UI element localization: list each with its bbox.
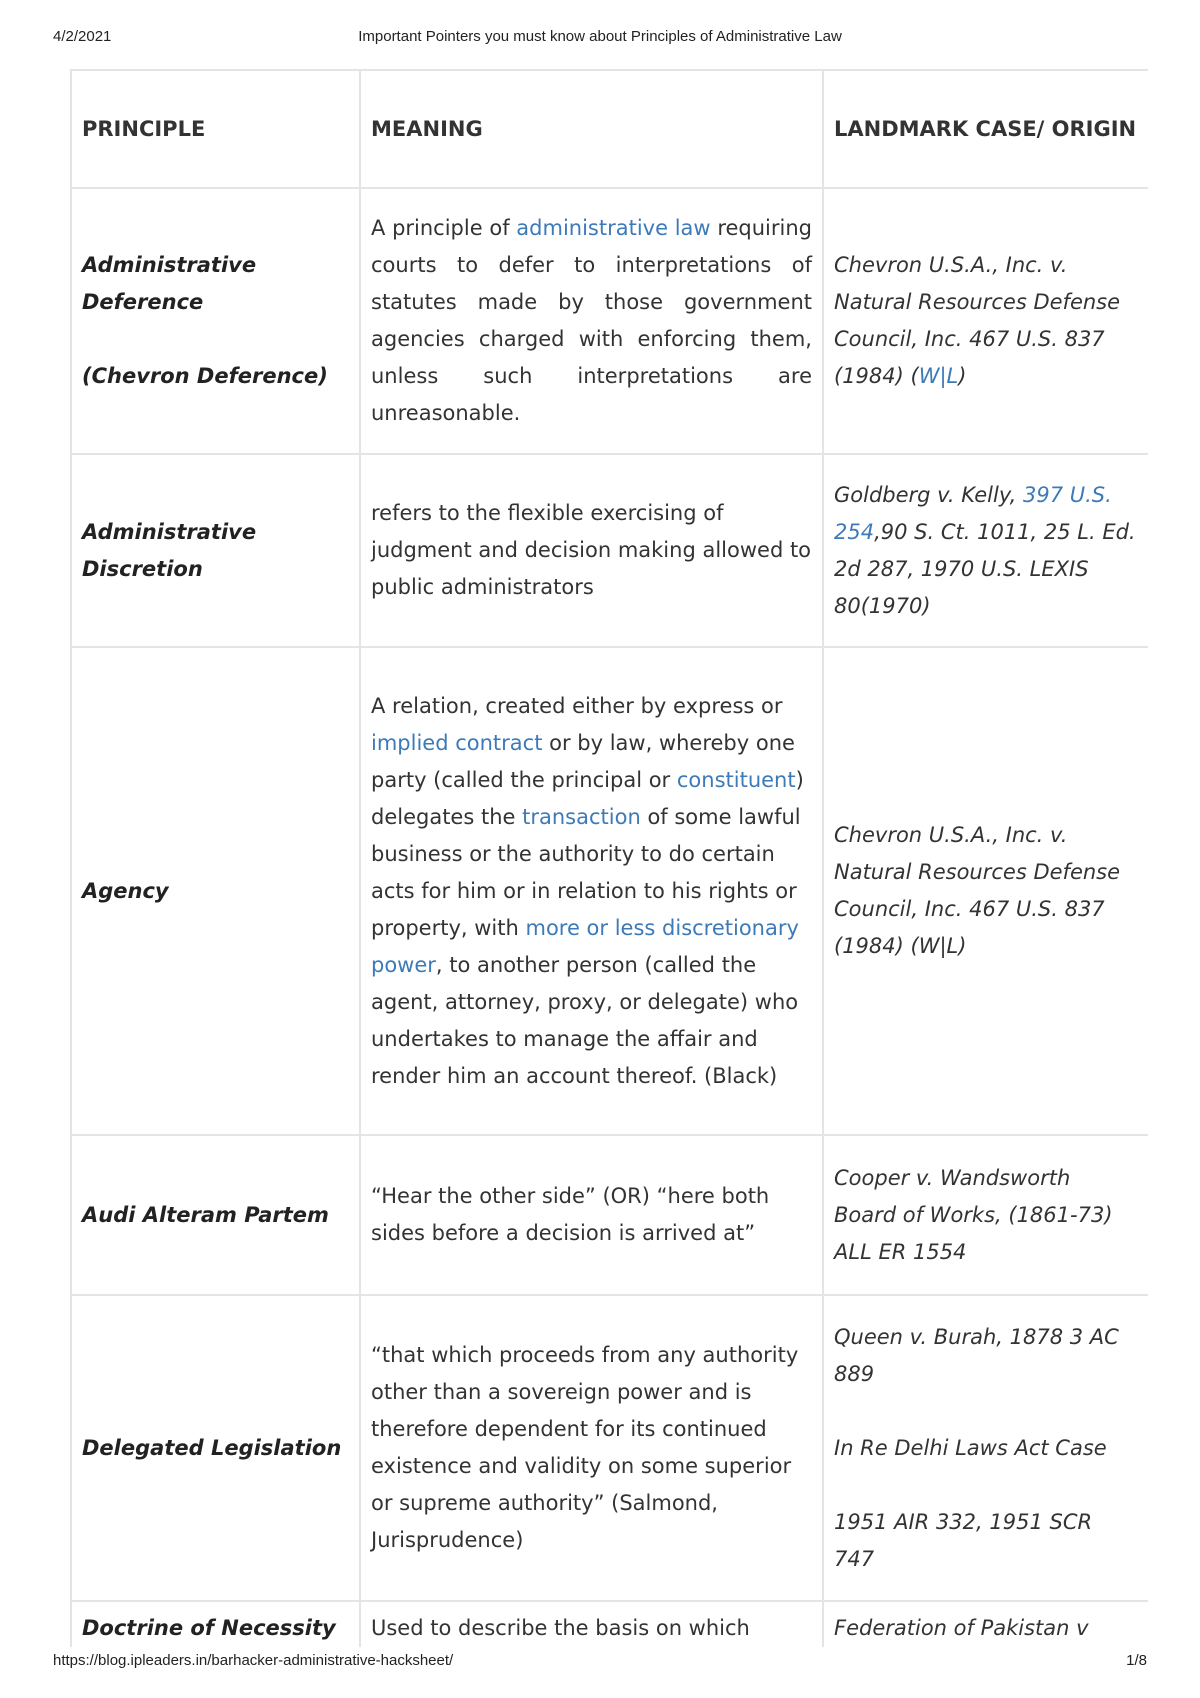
meaning-cell: “Hear the other side” (OR) “here both sides before a decision is arrived at”: [360, 1135, 823, 1295]
principle-name: Administrative Deference: [82, 253, 257, 314]
case-cell: Chevron U.S.A., Inc. v. Natural Resources Defense Council, Inc. 467 U.S. 837 (1984) (W|L): [823, 647, 1148, 1135]
meaning-cell: refers to the flexible exercising of judgment and decision making allowed to public administrators: [360, 454, 823, 647]
implied-contract-link[interactable]: implied contract: [371, 730, 543, 755]
meaning-cell: “that which proceeds from any authority other than a sovereign power and is therefore dependent for its continued existence and validity on some superior or supreme authority” (Salmond, Jurisprudence): [360, 1295, 823, 1601]
case-citation-link[interactable]: 397 U.S. 254: [834, 482, 1112, 544]
page-title: Important Pointers you must know about Principles of Administrative Law: [358, 28, 842, 45]
case-cell: Cooper v. Wandsworth Board of Works, (1861-73) ALL ER 1554: [823, 1135, 1148, 1295]
case-text: ,90 S. Ct. 1011, 25 L. Ed. 2d 287, 1970 U.S. LEXIS 80(1970): [834, 519, 1136, 618]
page-url: https://blog.ipleaders.in/barhacker-administrative-hacksheet/: [53, 1652, 454, 1669]
header-landmark-case: LANDMARK CASE/ ORIGIN: [823, 70, 1148, 188]
meaning-cell: Used to describe the basis on which: [360, 1601, 823, 1647]
case-text: In Re Delhi Laws Act Case: [834, 1435, 1107, 1460]
principle-cell: Delegated Legislation: [71, 1295, 360, 1601]
case-text: Queen v. Burah, 1878 3 AC 889: [834, 1324, 1119, 1386]
print-header: [0, 28, 1200, 48]
case-text: Chevron U.S.A., Inc. v. Natural Resources Defense Council, Inc. 467 U.S. 837 (1984) (: [834, 253, 1121, 388]
case-text: 1951 AIR 332, 1951 SCR 747: [834, 1509, 1093, 1571]
case-link-separator: |: [939, 364, 947, 388]
case-cell: Federation of Pakistan v: [823, 1601, 1148, 1647]
principle-cell: Audi Alteram Partem: [71, 1135, 360, 1295]
principle-cell: Agency: [71, 647, 360, 1135]
case-cell: [823, 454, 1148, 647]
table-row: [71, 1601, 1148, 1647]
table-row: [71, 454, 1148, 647]
meaning-text: A relation, created either by express or: [371, 693, 783, 718]
principles-table-container: [70, 69, 1148, 1647]
meaning-cell: [360, 188, 823, 454]
meaning-text: ) delegates the: [371, 767, 804, 829]
principles-table: [70, 69, 1148, 1647]
header-principle: PRINCIPLE: [71, 70, 360, 188]
case-text-close: ): [958, 364, 967, 388]
meaning-cell: [360, 647, 823, 1135]
page-number: 1/8: [1126, 1652, 1147, 1669]
print-footer: [0, 1652, 1200, 1672]
discretionary-power-link[interactable]: more or less discretionary power: [371, 915, 799, 977]
constituent-link[interactable]: constituent: [676, 767, 796, 792]
table-row: [71, 1295, 1148, 1601]
case-cell: [823, 188, 1148, 454]
case-link-w[interactable]: W: [918, 364, 940, 388]
administrative-law-link[interactable]: administrative law: [516, 216, 711, 240]
meaning-text: , to another person (called the agent, attorney, proxy, or delegate) who undertakes to manage the affair and render him an account thereof. (Black): [371, 952, 799, 1088]
case-text: Goldberg v. Kelly,: [834, 482, 1023, 507]
principle-cell: Doctrine of Necessity: [71, 1601, 360, 1647]
table-row: [71, 647, 1148, 1135]
case-link-l[interactable]: L: [946, 364, 959, 388]
principle-cell: Administrative Discretion: [71, 454, 360, 647]
principle-cell: [71, 188, 360, 454]
principle-alias: (Chevron Deference): [82, 364, 328, 388]
table-row: [71, 188, 1148, 454]
table-row: [71, 1135, 1148, 1295]
header-meaning: MEANING: [360, 70, 823, 188]
meaning-text: of some lawful business or the authority to do certain acts for him or in relation to his rights or property, with: [371, 804, 801, 940]
transaction-link[interactable]: transaction: [522, 804, 641, 829]
meaning-text: or by law, whereby one party (called the principal or: [371, 730, 795, 792]
meaning-text: requiring courts to defer to interpretations of statutes made by those government agencies charged with enforcing them, unless such interpretations are unreasonable.: [371, 216, 812, 425]
meaning-text: A principle of: [371, 216, 517, 240]
table-header-row: [71, 70, 1148, 188]
case-cell: [823, 1295, 1148, 1601]
print-date: 4/2/2021: [53, 28, 112, 45]
